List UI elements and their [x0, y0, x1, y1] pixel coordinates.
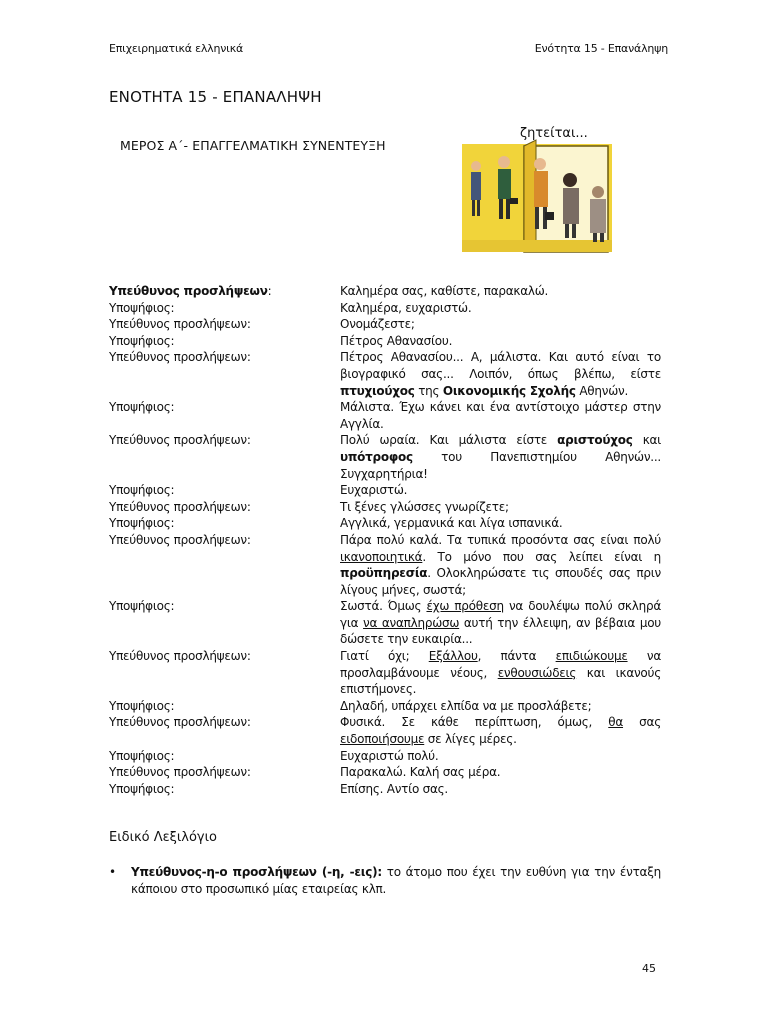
running-header-left: Επιχειρηματικά ελληνικά [109, 42, 244, 55]
interview-dialogue [109, 283, 661, 797]
utterance-text: Αγγλικά, γερμανικά και λίγα ισπανικά. [340, 516, 563, 531]
dialogue-row [109, 714, 661, 747]
utterance-text: Τι ξένες γλώσσες γνωρίζετε; [340, 499, 509, 514]
dialogue-row [109, 349, 661, 399]
page-number: 45 [642, 962, 656, 975]
speaker-label: Υπεύθυνος προσλήψεων: [109, 350, 251, 365]
dialogue-row [109, 399, 661, 432]
speaker-label: Υποψήφιος: [109, 300, 175, 315]
unit-title: ΕΝΟΤΗΤΑ 15 - ΕΠΑΝΑΛΗΨΗ [109, 88, 322, 106]
speaker-label: Υπεύθυνος προσλήψεων: [109, 765, 251, 780]
speaker-label: Υποψήφιος: [109, 781, 175, 796]
utterance-text: Παρακαλώ. Καλή σας μέρα. [340, 765, 501, 780]
utterance-text: Δηλαδή, υπάρχει ελπίδα να με προσλάβετε; [340, 698, 592, 713]
utterance-text: Πολύ ωραία. Και μάλιστα είστε αριστούχος και υπότροφος του Πανεπιστημίου Αθηνών... Συγχαρητήρια! [340, 433, 661, 481]
speaker-label: Υπεύθυνος προσλήψεων: [109, 649, 251, 664]
speaker-label: Υποψήφιος: [109, 483, 175, 498]
dialogue-row [109, 499, 661, 516]
lexicon-definition: το άτομο που έχει την ευθύνη για την ένταξη κάποιου στο προσωπικό μίας εταιρείας κλπ. [131, 865, 662, 896]
speaker-label: Υποψήφιος: [109, 333, 175, 348]
dialogue-row [109, 648, 661, 698]
lexicon-item [109, 864, 661, 897]
utterance-text: Μάλιστα. Έχω κάνει και ένα αντίστοιχο μάστερ στην Αγγλία. [340, 400, 661, 431]
speaker-label: Υποψήφιος: [109, 400, 175, 415]
speaker-label: Υπεύθυνος προσλήψεων: [109, 317, 251, 332]
dialogue-row [109, 316, 661, 333]
speaker-label: Υποψήφιος: [109, 698, 175, 713]
speaker-label: Υποψήφιος: [109, 748, 175, 763]
utterance-text: Σωστά. Όμως έχω πρόθεση να δουλέψω πολύ σκληρά για να αναπληρώσω αυτή την έλλειψη, αν βέβαια μου δώσετε την ευκαιρία... [340, 599, 661, 647]
utterance-text: Ευχαριστώ πολύ. [340, 748, 439, 763]
dialogue-row [109, 598, 661, 648]
speaker-label: Υπεύθυνος προσλήψεων: [109, 532, 251, 547]
dialogue-row [109, 748, 661, 765]
dialogue-row [109, 781, 661, 798]
speaker-label: Υπεύθυνος προσλήψεων: [109, 284, 272, 298]
job-interview-cartoon [462, 122, 622, 254]
dialogue-row [109, 698, 661, 715]
dialogue-row [109, 333, 661, 350]
dialogue-row [109, 283, 661, 300]
utterance-text: Γιατί όχι; Εξάλλου, πάντα επιδιώκουμε να προσλαμβάνουμε νέους, ενθουσιώδεις και ικανούς επιστήμονες. [340, 649, 662, 697]
cartoon-caption: ζητείται... [520, 126, 588, 141]
utterance-text: Καλημέρα, ευχαριστώ. [340, 300, 472, 315]
utterance-text: Πέτρος Αθανασίου. [340, 333, 453, 348]
utterance-text: Ονομάζεστε; [340, 317, 415, 332]
dialogue-row [109, 764, 661, 781]
speaker-label: Υπεύθυνος προσλήψεων: [109, 433, 251, 448]
bullet-icon: • [109, 865, 116, 879]
running-header-right: Ενότητα 15 - Επανάληψη [534, 42, 668, 55]
dialogue-row [109, 482, 661, 499]
speaker-label: Υπεύθυνος προσλήψεων: [109, 715, 251, 730]
dialogue-row [109, 300, 661, 317]
utterance-text: Επίσης. Αντίο σας. [340, 781, 448, 796]
lexicon-term: Υπεύθυνος-η-ο προσλήψεων (-η, -εις): [131, 865, 382, 879]
lexicon-title: Ειδικό Λεξιλόγιο [109, 830, 217, 845]
speaker-label: Υποψήφιος: [109, 516, 175, 531]
utterance-text: Φυσικά. Σε κάθε περίπτωση, όμως, θα σας ειδοποιήσουμε σε λίγες μέρες. [340, 715, 661, 747]
utterance-text: Πάρα πολύ καλά. Τα τυπικά προσόντα σας είναι πολύ ικανοποιητικά. Το μόνο που σας λείπει είναι η προϋπηρεσία. Ολοκληρώσατε τις σπουδές σας πριν λίγους μήνες, σωστά; [340, 532, 661, 597]
utterance-text: Καλημέρα σας, καθίστε, παρακαλώ. [340, 284, 549, 298]
speaker-label: Υποψήφιος: [109, 599, 175, 614]
dialogue-row [109, 432, 661, 482]
dialogue-row [109, 532, 661, 598]
utterance-text: Ευχαριστώ. [340, 483, 408, 498]
speaker-label: Υπεύθυνος προσλήψεων: [109, 499, 251, 514]
section-subtitle: ΜΕΡΟΣ Α΄- ΕΠΑΓΓΕΛΜΑΤΙΚΗ ΣΥΝΕΝΤΕΥΞΗ [120, 138, 386, 153]
utterance-text: Πέτρος Αθανασίου... Α, μάλιστα. Και αυτό είναι το βιογραφικό σας... Λοιπόν, όπως βλέπω, είστε πτυχιούχος της Οικονομικής Σχολής Αθηνών. [340, 350, 661, 398]
dialogue-row [109, 515, 661, 532]
